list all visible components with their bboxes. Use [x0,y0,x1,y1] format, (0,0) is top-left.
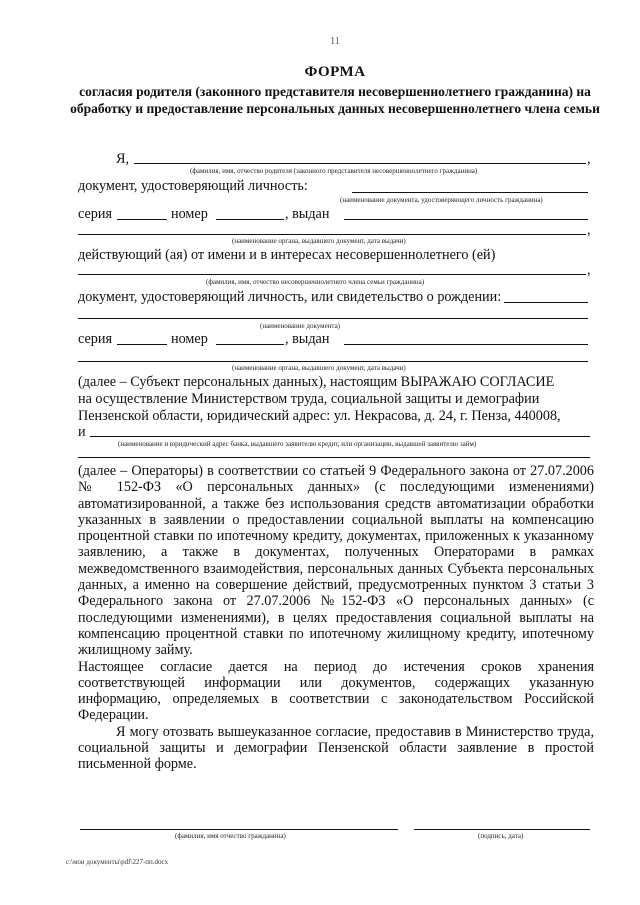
number-field[interactable] [216,219,284,220]
comma: , [587,222,591,238]
paragraph-revoke: Я могу отозвать вышеуказанное согласие, предоставив в Министерство труда, социальной защиты и демографии Пензенской области заявление в простой письменной форме. [78,723,594,773]
label-series-2: серия [78,331,112,347]
label-and: и [78,424,86,440]
issuer-field-2[interactable] [78,361,588,362]
label-number-2: номер [171,331,208,347]
series-field-2[interactable] [117,344,167,345]
issued-field-2[interactable] [344,344,588,345]
label-acting: действующий (ая) от имени и в интересах несовершеннолетнего (ей) [78,247,496,263]
minor-doc-field-2[interactable] [78,318,588,319]
label-doc-identity: документ, удостоверяющий личность: [78,178,308,194]
parent-doc-field[interactable] [352,192,588,193]
bank-field-2[interactable] [78,457,590,458]
label-series: серия [78,206,112,222]
label-issued-2: , выдан [285,331,330,347]
paragraph-operators: (далее – Операторы) в соответствии со статьей 9 Федерального закона от 27.07.2006 № 152-ФЗ «О персональных данных» (с последующими изменениями) автоматизированной, а также без использования средств автоматизации обработки указанных в заявлении о предоставлении социальной выплаты на компенсацию процентной ставки по ипотечному кредиту, документах, приложенных к указанному заявлению, а также в документах, полученных Операторами в рамках межведомственного взаимодействия, персональных данных Субъекта персональных данных, а именно на совершение действий, предусмотренных пунктом 3 статьи 3 Федерального закона от 27.07.2006 №152-ФЗ «О персональных данных» (с последующими изменениями), в целях предоставления социальной выплаты на компенсацию процентной ставки по ипотечному жилищному кредиту, ипотечному жилищному займу. [78,463,594,659]
label-doc-minor: документ, удостоверяющий личность, или свидетельство о рождении: [78,289,502,305]
number-field-2[interactable] [216,344,284,345]
label-ya: Я, [116,151,130,167]
file-path: c:\мои документы\pdf\227-пп.docx [66,858,169,866]
issued-field[interactable] [344,219,588,220]
caption-parent-name: (фамилия, имя, отчество родителя (законного представителя несовершеннолетнего гражданина) [190,167,478,175]
body-text [78,463,594,773]
parent-name-field[interactable] [134,163,586,164]
bank-field[interactable] [90,436,590,437]
caption-issuer: (наименование органа, выдавшего документ, дата выдачи) [232,237,406,245]
caption-parent-doc: (наименование документа, удостоверяющего личность гражданина) [340,196,543,204]
issuer-field[interactable] [78,234,586,235]
consent-line-2: на осуществление Министерством труда, социальной защиты и демографии [78,391,540,407]
comma: , [587,262,591,278]
form-title: ФОРМА [304,64,366,80]
caption-minor-doc: (наименование документа) [260,322,341,330]
caption-bank: (наименование и юридический адрес банка, выдавшего заявителю кредит, или организации, выдавшей заявителю займ) [118,440,477,448]
caption-issuer-2: (наименование органа, выдавшего документ, дата выдачи) [232,364,406,372]
minor-name-field[interactable] [78,274,586,275]
label-issued: , выдан [285,206,330,222]
caption-signature-name: (фамилия, имя отчество гражданина) [175,832,286,840]
series-field[interactable] [117,219,167,220]
form-subtitle: согласия родителя (законного представителя несовершеннолетнего гражданина) на обработку и предоставление персональных данных несовершеннолетнего члена семьи [70,84,600,116]
signature-name-field[interactable] [80,829,398,830]
caption-minor-name: (фамилия, имя, отчество несовершеннолетнего члена семьи гражданина) [206,278,425,286]
label-number: номер [171,206,208,222]
caption-signature-date: (подпись, дата) [478,832,524,840]
signature-date-field[interactable] [414,829,590,830]
minor-doc-field[interactable] [504,302,588,303]
consent-line-3: Пензенской области, юридический адрес: ул. Некрасова, д. 24, г. Пенза, 440008, [78,408,561,424]
page-number: 11 [330,36,340,47]
consent-line-1: (далее – Субъект персональных данных), настоящим ВЫРАЖАЮ СОГЛАСИЕ [78,374,555,390]
paragraph-period: Настоящее согласие дается на период до истечения сроков хранения соответствующей информации или документов, содержащих указанную информацию, определяемых в соответствии с законодательством Российской Федерации. [78,658,594,724]
comma: , [587,151,591,167]
